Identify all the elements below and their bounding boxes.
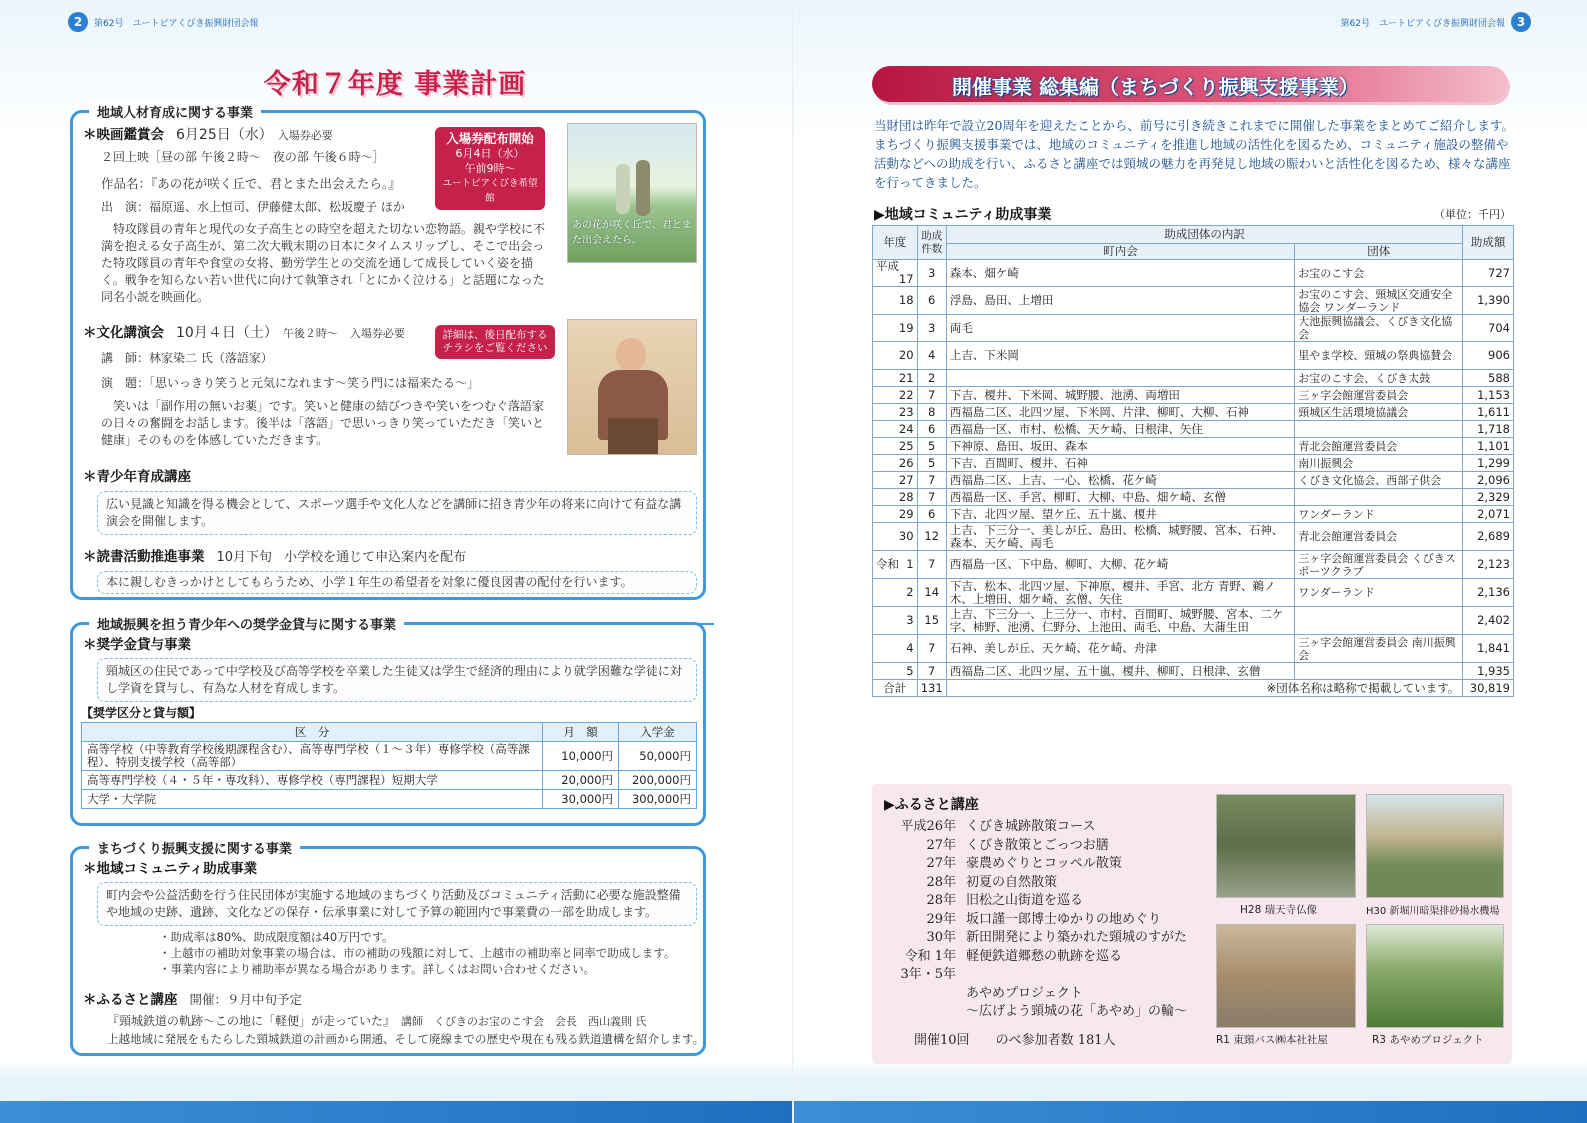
list-item: 29年 坂口謹一郎博士ゆかりの地めぐり [926, 911, 1162, 927]
community-heading: ＊地域コミュニティ助成事業 [83, 861, 258, 877]
page-number: 3 [1511, 12, 1531, 32]
intro-text: 当財団は昨年で設立20周年を迎えたことから、前号に引き続きこれまでに開催した事業をまとめてご紹介します。まちづくり振興支援事業では、地域のコミュニティを推進し地域の活性化を図るため、コミュニティ施設の整備や活動などへの助成を行い、ふるさと講座では頸城の魅力を再発見し地域の賑わいと活性化を図るため、様々な講座を行ってきました。 [874, 118, 1514, 190]
list-item: 令和 1年 軽便鉄道郷愁の軌跡を巡る [904, 948, 1123, 964]
youth-heading: ＊青少年育成講座 [83, 469, 191, 485]
header-text: 第62号 ユートピアくびき振興財団会報 [94, 18, 259, 29]
furusato-summary: 開催10回 のべ参加者数 181人 [914, 1033, 1116, 1048]
table-row: 3 15 上吉、下三分一、上三分一、市村、百間町、城野腰、宮本、二ケ字、柿野、池湧、仁野分、上池田、両毛、中島、大蒲生田 2,402 [873, 607, 1514, 635]
scholarship-description: 頸城区の住民であって中学校及び高等学校を卒業した生徒又は学生で経済的理由により就学困難な学徒に対し学資を貸与し、有為な人材を育成します。 [97, 658, 697, 702]
table-row: 2 14 下吉、松本、北四ツ屋、下神原、榎井、手宮、北方 青野、鵜ノ木、上増田、畑ケ崎、玄僧、矢住 ワンダーランド 2,136 [873, 579, 1514, 607]
col-category: 区 分 [82, 723, 543, 742]
table-row: 24 6 西福島一区、市村、松橋、天ケ崎、日根津、矢住 1,718 [873, 421, 1514, 438]
scholarship-heading: ＊奨学金貸与事業 [83, 637, 191, 653]
table-row: 4 7 石神、美しが丘、天ケ崎、花ケ崎、舟津 三ヶ字会館運営委員会 南川振興会 1,841 [873, 635, 1514, 663]
lecture-topic: 演 題：「思いっきり笑うと元気になれます～笑う門には福来たる～」 [101, 376, 480, 390]
community-grant-table: 年度 助成件数 助成団体の内訳 助成額 町内会 団体 平成 17 3 森本、畑ケ崎 お宝のこす会 727 18 6 浮島、島田、上増田 お宝のこす会、頸城区交通安全協会 ワンダーランド 1,390 19 3 両毛 大池振興協議会、くびき文化協会 704 20 4 上吉、下米岡 里やま学校、頸城の祭典協賛会 906 21 2 お宝のこす会、くびき太鼓 588 22 7 下吉、榎井、下米岡、城野腰、池湧、両増田 三ヶ字会館運営委員会 1,153 23 8 西福島二区、北四ツ屋、下米岡、片津、柳町、大柳、石神 頸城区生活環境協議会 1,611 24 6 西福島一区、市村、松橋、天ケ崎、日根津、矢住 1,718 25 5 下神原、島田、坂田、森本 青北会館運営委員会 1,101 26 5 下吉、百間町、榎井、石神 南川振興会 1,299 27 7 西福島二区、上吉、一心、松橋、花ケ崎 くびき文化協会、西部子供会 2,096 28 7 西福島一区、手宮、柳町、大柳、中島、畑ケ崎、玄僧 2,329 29 6 下吉、北四ツ屋、望ケ丘、五十嵐、榎井 ワンダーランド 2,071 30 12 上吉、下三分一、美しが丘、島田、松橋、城野腰、宮本、石神、森本、天ケ崎、両毛 青北会館運営委員会 2,689 令和 1 7 西福島一区、下中島、柳町、大柳、花ケ崎 三ヶ字会館運営委員会 くびきスポーツクラブ 2,123 2 14 下吉、松本、北四ツ屋、下神原、榎井、手宮、北方 青野、鵜ノ木、上増田、畑ケ崎、玄僧、矢住 ワンダーランド 2,136 3 15 上吉、下三分一、上三分一、市村、百間町、城野腰、宮本、二ケ字、柿野、池湧、仁野分、上池田、両毛、中島、大蒲生田 2,402 4 7 石神、美しが丘、天ケ崎、花ケ崎、舟津 三ヶ字会館運営委員会 南川振興会 1,841 5 7 西福島二区、北四ツ屋、五十嵐、榎井、柳町、日根津、玄僧 1,935 合計 131 ※団体名称は略称で掲載しています。 30,819 [872, 225, 1514, 697]
speaker-photo [567, 319, 697, 455]
table-row: 25 5 下神原、島田、坂田、森本 青北会館運営委員会 1,101 [873, 438, 1514, 455]
col-entry: 入学金 [619, 723, 697, 742]
total-row: 合計 131 ※団体名称は略称で掲載しています。 30,819 [873, 680, 1514, 697]
table-row: 18 6 浮島、島田、上増田 お宝のこす会、頸城区交通安全協会 ワンダーランド 1,390 [873, 287, 1514, 315]
photo-caption: R3 あやめプロジェクト [1372, 1034, 1484, 1046]
list-item: あやめプロジェクト [966, 985, 1083, 1001]
table-row: 28 7 西福島一区、手宮、柳町、大柳、中島、畑ケ崎、玄僧 2,329 [873, 489, 1514, 506]
photo-bus-office [1216, 924, 1356, 1028]
table-row: 令和 1 7 西福島一区、下中島、柳町、大柳、花ケ崎 三ヶ字会館運営委員会 くびきスポーツクラブ 2,123 [873, 551, 1514, 579]
col-monthly: 月 額 [543, 723, 619, 742]
table-row: 22 7 下吉、榎井、下米岡、城野腰、池湧、両増田 三ヶ字会館運営委員会 1,153 [873, 387, 1514, 404]
table-row: 23 8 西福島二区、北四ツ屋、下米岡、片津、柳町、大柳、石神 頸城区生活環境協議会 1,611 [873, 404, 1514, 421]
list-item: 平成26年 くびき城跡散策コース [900, 819, 1096, 834]
list-item: 27年 くびき散策とごっつお膳 [926, 837, 1109, 853]
banner-title: 開催事業 総集編（まちづくり振興支援事業） [952, 75, 1359, 99]
page-title: 令和７年度 事業計画 [263, 69, 527, 100]
list-item: 27年 豪農めぐりとコッペル散策 [926, 856, 1122, 871]
right-page [794, 0, 1587, 1123]
movie-heading: ＊映画鑑賞会 6月25日（水） 入場券必要 [83, 127, 333, 143]
table-row: 26 5 下吉、百間町、榎井、石神 南川振興会 1,299 [873, 455, 1514, 472]
photo-caption: H28 瑞天寺仏像 [1240, 904, 1318, 916]
photo-pump-station [1366, 794, 1504, 898]
section-label: 地域人材育成に関する事業 [89, 102, 261, 121]
furusato-title: ▶ふるさと講座 [884, 797, 979, 813]
list-item: 28年 旧松之山街道を巡る [926, 893, 1084, 908]
photo-buddha [1216, 794, 1356, 898]
movie-title: 作品名：『あの花が咲く丘で、君とまた出会えたら。』 [101, 176, 401, 191]
page-banner [872, 66, 1508, 102]
unit-label: （単位：千円） [1434, 208, 1511, 221]
table-row: 20 4 上吉、下米岡 里やま学校、頸城の祭典協賛会 906 [873, 342, 1514, 370]
table-row: 30 12 上吉、下三分一、美しが丘、島田、松橋、城野腰、宮本、石神、森本、天ケ崎、両毛 青北会館運営委員会 2,689 [873, 523, 1514, 551]
movie-screenings: ２回上映［昼の部 午後２時～ 夜の部 午後６時～］ [101, 150, 385, 164]
reading-heading: ＊読書活動推進事業 10月下旬 小学校を通じて申込案内を配布 [83, 549, 467, 565]
ticket-badge: 入場券配布開始 6月4日（水） 午前9時～ ユートピアくびき希望館 [435, 127, 545, 210]
table-row: 27 7 西福島二区、上吉、一心、松橋、花ケ崎 くびき文化協会、西部子供会 2,096 [873, 472, 1514, 489]
bottom-bar [794, 1101, 1587, 1123]
left-header [68, 12, 258, 32]
movie-poster: あの花が咲く丘で、君とまた出会えたら。 [567, 123, 697, 263]
furusato-title: 『頸城鉄道の軌跡～この地に「軽便」が走っていた』 講師 くびきのお宝のこす会 会長 西山義則 氏 [107, 1014, 647, 1028]
table-row: 平成 17 3 森本、畑ケ崎 お宝のこす会 727 [873, 260, 1514, 287]
section-label: まちづくり振興支援に関する事業 [89, 838, 300, 857]
furusato-description: 上越地域に発展をもたらした頸城鉄道の計画から開通、そして廃線までの歴史や現在も残る鉄道遺構を紹介します。 [107, 1032, 705, 1046]
table-row: 大学・大学院 30,000円 300,000円 [82, 790, 697, 809]
community-description: 町内会や公益活動を行う住民団体が実施する地域のまちづくり活動及びコミュニティ活動に必要な施設整備や地域の史跡、遺跡、文化などの保存・伝承事業に対して予算の範囲内で事業費の一部を助成します。 [97, 882, 697, 926]
photo-caption: R1 東頸バス㈱本社社屋 [1216, 1034, 1328, 1046]
list-item: ～広げよう頸城の花「あやめ」の輪～ [966, 1004, 1188, 1019]
table-row: 5 7 西福島二区、北四ツ屋、五十嵐、榎井、柳町、日根津、玄僧 1,935 [873, 663, 1514, 680]
section-town-development [70, 842, 706, 1056]
section-human-resources [70, 106, 706, 600]
table-row: 19 3 両毛 大池振興協議会、くびき文化協会 704 [873, 315, 1514, 342]
table-row: 29 6 下吉、北四ツ屋、望ケ丘、五十嵐、榎井 ワンダーランド 2,071 [873, 506, 1514, 523]
scholarship-table-title: 【奨学区分と貸与額】 [81, 706, 202, 720]
list-item: 3年・5年 [900, 967, 956, 982]
furusato-panel [872, 784, 1512, 1064]
lecture-badge: 詳細は、後日配布するチラシをご覧ください [435, 325, 555, 359]
bottom-bar [0, 1101, 793, 1123]
page-number: 2 [68, 12, 88, 32]
section-scholarship [70, 618, 706, 826]
list-item: 28年 初夏の自然散策 [926, 874, 1058, 890]
furusato-heading: ＊ふるさと講座 開催：９月中旬予定 [83, 992, 303, 1008]
movie-cast: 出 演：福原遥、水上恒司、伊藤健太郎、松坂慶子 ほか [101, 200, 405, 214]
table-row: 高等専門学校（４・５年・専攻科）、専修学校（専門課程）短期大学 20,000円 200,000円 [82, 771, 697, 790]
youth-description: 広い見識と知識を得る機会として、スポーツ選手や文化人などを講師に招き青少年の将来に向けて有益な講演会を開催します。 [97, 491, 697, 535]
table-row: 高等学校（中等教育学校後期課程含む）、高等専門学校（１～３年）専修学校（高等課程）、特別支援学校（高等部） 10,000円 50,000円 [82, 742, 697, 771]
left-page [0, 0, 793, 1123]
lecture-description: 笑いは「副作用の無いお薬」です。笑いと健康の結びつきや笑いをつむぐ落語家の日々の奮闘をお話します。後半は「落語」で思いっきり笑っていただき「笑いと健康」そのものを体感していただきます。 [101, 399, 545, 447]
lecture-speaker: 講 師：林家染二 氏（落語家） [101, 351, 273, 365]
right-header [1341, 12, 1531, 32]
header-text: 第62号 ユートピアくびき振興財団会報 [1340, 18, 1505, 29]
list-item: 30年 新田開発により築かれた頸城のすがた [926, 930, 1188, 945]
reading-description: 本に親しむきっかけとしてもらうため、小学１年生の希望者を対象に優良図書の配付を行います。 [97, 571, 697, 594]
lecture-heading: ＊文化講演会 10月４日（土） 午後２時～ 入場券必要 [83, 325, 405, 341]
community-section-title: ▶地域コミュニティ助成事業 [874, 207, 1052, 223]
photo-iris-project [1366, 924, 1504, 1028]
movie-description: 特攻隊員の青年と現代の女子高生との時空を超えた切ない恋物語。親や学校に不満を抱える女子高生が、第二次大戦末期の日本にタイムスリップし、そこで出会った特攻隊員の青年や食堂の女将、勤労学生との交流を通して成長していく姿を描く。戦争を知らない若い世代に向けて執筆され「とにかく泣ける」と話題になった同名小説を映画化。 [101, 222, 546, 304]
table-row: 21 2 お宝のこす会、くびき太鼓 588 [873, 370, 1514, 387]
community-notes: ・助成率は80%、助成限度額は40万円です。 ・上越市の補助対象事業の場合は、市の補助の残額に対して、上越市の補助率と同率で助成します。 ・事業内容により補助率が異なる場合があります。詳しくはお問い合わせください。 [159, 930, 676, 976]
section-label: 地域振興を担う青少年への奨学金貸与に関する事業 [89, 614, 404, 633]
scholarship-table [81, 722, 697, 809]
photo-caption: H30 新堀川暗渠排砂揚水機場 [1366, 906, 1500, 917]
